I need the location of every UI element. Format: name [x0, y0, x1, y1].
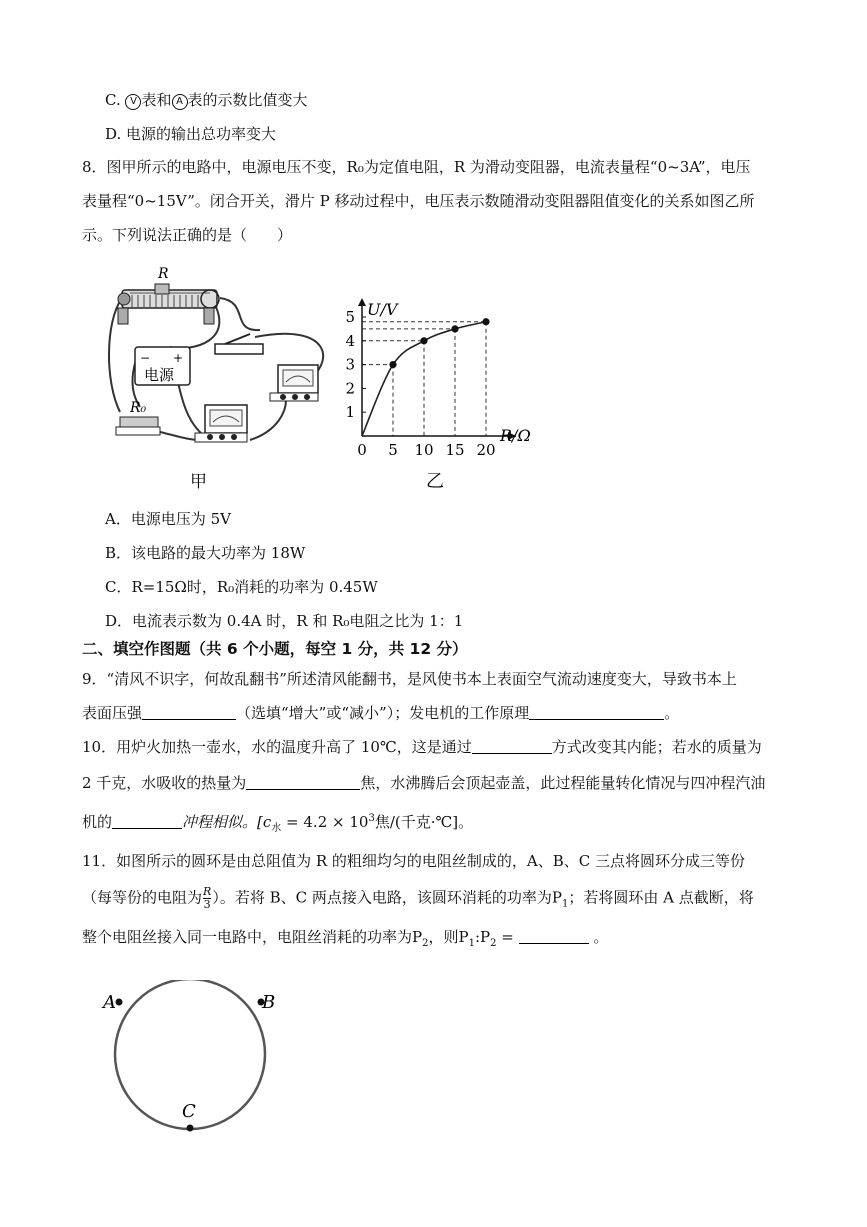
ammeter-icon: A	[172, 94, 188, 110]
q10-line3: 机的 冲程相似。[$c_水 = 4.2 \times 10^3$焦/(千克·℃]。	[82, 813, 474, 834]
q11-blank[interactable]	[519, 927, 589, 944]
data-point	[451, 325, 458, 332]
y-tick-label: 4	[345, 331, 355, 350]
x-tick-label: 20	[476, 441, 496, 459]
r0-label: R₀	[130, 400, 147, 416]
y-axis-arrow-icon	[358, 298, 366, 306]
q10-blank-1[interactable]	[472, 737, 552, 754]
chart-x-axis-label: R/Ω	[500, 426, 531, 445]
q8-option-b: B．该电路的最大功率为 18W	[105, 544, 306, 562]
battery-label: 电源	[144, 366, 175, 384]
rheostat-label: R	[158, 266, 169, 282]
q8-option-a: A．电源电压为 5V	[105, 510, 231, 528]
figure-jia-caption: 甲	[190, 472, 207, 492]
label-b: B	[262, 992, 276, 1013]
voltmeter-icon: V	[125, 94, 141, 110]
y-tick-label: 5	[345, 308, 355, 326]
section-2-heading: 二、填空作图题（共 6 个小题，每空 1 分，共 12 分）	[82, 640, 468, 658]
q8-option-d: D．电流表示数为 0.4A 时，R 和 R₀电阻之比为 1：1	[105, 612, 464, 630]
q9-line2: 表面压强 （选填“增大”或“减小”）；发电机的工作原理 。	[82, 704, 680, 722]
u-r-chart	[340, 290, 540, 495]
battery-plus: +	[173, 351, 184, 365]
chart-caption: 乙	[426, 471, 444, 492]
resistor-ring-figure	[95, 980, 295, 1140]
data-point	[482, 318, 489, 325]
q8-stem-line1: 8．图甲所示的电路中，电源电压不变，R₀为定值电阻，R 为滑动变阻器，电流表量程“0~3A”，电压	[82, 158, 751, 176]
x-tick-label: 5	[388, 441, 398, 459]
y-tick-label: 2	[345, 379, 355, 398]
q9-blank-2[interactable]	[529, 703, 664, 720]
point-a	[116, 999, 123, 1006]
data-point	[420, 337, 427, 344]
y-tick-label: 1	[345, 403, 355, 422]
chart-y-axis-label: U/V	[367, 300, 398, 319]
label-a: A	[103, 992, 116, 1013]
y-tick-label: 3	[345, 355, 355, 374]
q11-line3: 整个电阻丝接入同一电路中，电阻丝消耗的功率为$P_2$，则$P_1:P_2$ = 。	[82, 928, 609, 949]
q8-option-c: C．R=15Ω时，R₀消耗的功率为 0.45W	[105, 578, 378, 596]
data-point	[389, 361, 396, 368]
fraction-r-over-3: $\frac{R}{3}$	[203, 885, 212, 911]
q11-line2: （每等份的电阻为 $\frac{R}{3}$ ）。若将 B、C 两点接入电路，该圆环消耗的功率为$P_1$；若将圆环由 A 点截断，将	[82, 885, 754, 911]
x-tick-label: 10	[414, 441, 434, 459]
q10-line1: 10．用炉火加热一壶水，水的温度升高了 10℃，这是通过 方式改变其内能；若水的质量为	[82, 738, 762, 756]
q9-blank-1[interactable]	[142, 703, 236, 720]
q10-line2: 2 千克，水吸收的热量为 焦，水沸腾后会顶起壶盖，此过程能量转化情况与四冲程汽油	[82, 774, 766, 792]
x-tick-label: 0	[357, 441, 367, 459]
q10-blank-3[interactable]	[112, 812, 182, 829]
point-c	[187, 1125, 194, 1132]
x-tick-label: 15	[445, 441, 465, 459]
q10-blank-2[interactable]	[246, 773, 360, 790]
q8-stem-line2: 表量程“0~15V”。闭合开关，滑片 P 移动过程中，电压表示数随滑动变阻器阻值变化的关系如图乙所	[82, 192, 755, 210]
q7-option-c: C. V 表和 A 表的示数比值变大	[105, 91, 308, 109]
q8-stem-line3: 示。下列说法正确的是（ ）	[82, 226, 293, 244]
battery-minus: −	[140, 351, 151, 365]
q7-option-d: D. 电源的输出总功率变大	[105, 125, 277, 143]
label-c: C	[182, 1101, 196, 1122]
circuit-figure-jia	[100, 262, 340, 492]
q9-line1: 9．“清风不识字，何故乱翻书”所述清风能翻书，是风使书本上表面空气流动速度变大，导致书本上	[82, 670, 737, 688]
q11-line1: 11．如图所示的圆环是由总阻值为 R 的粗细均匀的电阻丝制成的，A、B、C 三点将圆环分成三等份	[82, 852, 746, 870]
